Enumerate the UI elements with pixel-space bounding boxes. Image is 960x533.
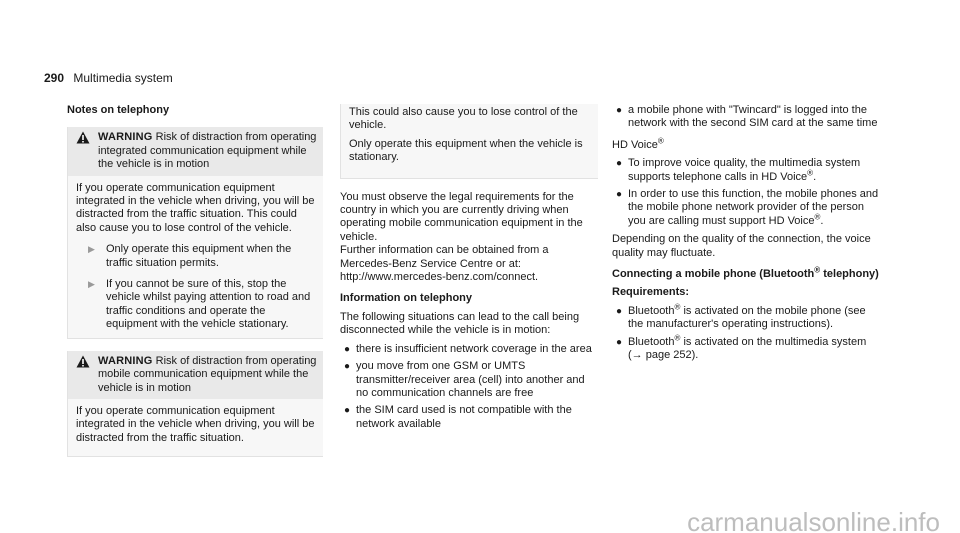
requirement-text: ). (691, 349, 699, 362)
bullet-icon: ● (616, 189, 623, 201)
notes-title: Notes on telephony (67, 104, 170, 116)
list-item (340, 360, 598, 400)
quality-paragraph: Depending on the quality of the connection, the voice quality may fluctuate. (612, 233, 871, 259)
registered-mark: ® (814, 212, 821, 222)
warning-triangle-icon (76, 355, 90, 368)
info-intro: The following situations can lead to the call being disconnected while the vehicle is in motion: (340, 310, 580, 337)
warning-note-2 (76, 278, 317, 332)
section-title: Multimedia system (73, 71, 173, 85)
bullet-icon: ● (616, 158, 623, 170)
list-item (612, 157, 882, 184)
bluetooth-text: Bluetooth (628, 304, 675, 317)
bullet-icon: ● (616, 336, 623, 348)
list-item-text: the SIM card used is not compatible with the network available (356, 404, 572, 430)
list-item-text (628, 302, 882, 332)
connect-title-text: Connecting a mobile phone (Bluetooth (612, 268, 815, 281)
arrow-right-icon: ▶ (88, 279, 95, 290)
warning-box-1 (67, 127, 323, 338)
list-item (340, 404, 598, 431)
column-1 (67, 104, 325, 457)
bullet-icon: ● (616, 305, 623, 317)
warning-body-text: If you operate communication equipment integrated in the vehicle when driving, you will be distracted from the traffic situation. This could also cause you to lose control of the vehicle. (76, 181, 315, 234)
hd-bullet-text: In order to use this function, the mobile phones and the mobile phone network provider of the person you are calling must support HD Voice (628, 188, 879, 227)
registered-mark: ® (814, 265, 821, 275)
legal-paragraph: You must observe the legal requirements for the country in which you are currently driving when operating mobile communication equipment in the vehicle. (340, 190, 583, 243)
info-title: Information on telephony (340, 292, 472, 305)
warning-triangle-icon (76, 131, 90, 144)
warning-header-1 (68, 127, 323, 175)
hd-voice-text: HD Voice (612, 138, 658, 151)
warning-body-2 (68, 399, 323, 456)
warning-label: WARNING (98, 354, 153, 367)
bluetooth-text: Bluetooth (628, 335, 675, 348)
bullet-icon: ● (344, 361, 351, 373)
hd-bullet-text: To improve voice quality, the multimedia system supports telephone calls in HD Voice (628, 157, 861, 183)
requirements-title: Requirements: (612, 286, 690, 299)
warning-note-1 (76, 243, 317, 270)
hd-voice-list (612, 157, 882, 228)
list-item-text: In order to use this function, the mobile phones and the mobile phone network provider of the person you are calling must support HD Voice®. (628, 188, 879, 227)
list-item (612, 188, 882, 228)
list-item (612, 302, 882, 332)
watermark: carmanualsonline.info (687, 506, 940, 533)
note-text: Only operate this equipment when the traffic situation permits. (106, 243, 292, 269)
registered-mark: ® (807, 167, 814, 177)
continuation-text-2: Only operate this equipment when the vehicle is stationary. (349, 137, 583, 164)
further-info-paragraph: Further information can be obtained from a Mercedes-Benz Service Centre or at: http://www.mercedes-benz.com/connect. (340, 244, 549, 284)
registered-mark: ® (674, 333, 681, 343)
list-item-text: a mobile phone with "Twincard" is logged into the network with the second SIM card at the same time (628, 104, 878, 130)
list-item-text: you move from one GSM or UMTS transmitter/receiver area (cell) into another and no communication channels are free (356, 360, 585, 399)
registered-mark: ® (674, 302, 681, 312)
warning-head-text: Risk of distraction from operating mobile communication equipment while the vehicle is in motion (98, 354, 317, 394)
column-2 (340, 104, 598, 436)
list-item-text: To improve voice quality, the multimedia system supports telephone calls in HD Voice®. (628, 157, 861, 183)
warning-label: WARNING (98, 131, 153, 144)
column-3 (612, 104, 882, 368)
requirement-text: is activated on the mobile phone (see the manufacturer's operating instructions). (628, 304, 866, 331)
arrow-right-icon: ▶ (88, 244, 95, 255)
warning-body-text: If you operate communication equipment integrated in the vehicle when driving, you will be distracted from the traffic situation. (76, 404, 315, 444)
page-header (44, 72, 173, 85)
list-item-text: there is insufficient network coverage in the area (356, 342, 592, 355)
disconnect-list (340, 343, 598, 431)
page-number: 290 (44, 71, 65, 85)
registered-mark: ® (657, 136, 664, 146)
list-item (612, 104, 882, 131)
list-item (340, 343, 598, 356)
hd-voice-label (612, 136, 882, 152)
bullet-icon: ● (344, 405, 351, 417)
requirements-list (612, 302, 882, 363)
note-text: If you cannot be sure of this, stop the vehicle whilst paying attention to road and traffic conditions and operate the equipment with the vehicle stationary. (106, 278, 311, 331)
bullet-icon: ● (616, 105, 623, 116)
disconnect-list-continued (612, 104, 882, 131)
connect-title (612, 265, 882, 281)
requirement-text: is activated on the multimedia system ( (628, 335, 867, 362)
list-item (612, 333, 882, 363)
page-reference-link[interactable]: page 252 (645, 349, 692, 362)
list-item-text (628, 333, 882, 363)
warning-header-2 (68, 351, 323, 399)
continuation-text-1: This could also cause you to lose control of the vehicle. (349, 106, 578, 132)
warning-body-1 (68, 176, 323, 338)
warning-continuation (340, 104, 598, 179)
warning-box-2 (67, 351, 323, 457)
arrow-right-icon: → (631, 349, 643, 362)
warning-head-text: Risk of distraction from operating integrated communication equipment while the vehicle is in motion (98, 131, 317, 171)
bullet-icon: ● (344, 343, 351, 355)
connect-title-text: telephony) (820, 268, 879, 281)
